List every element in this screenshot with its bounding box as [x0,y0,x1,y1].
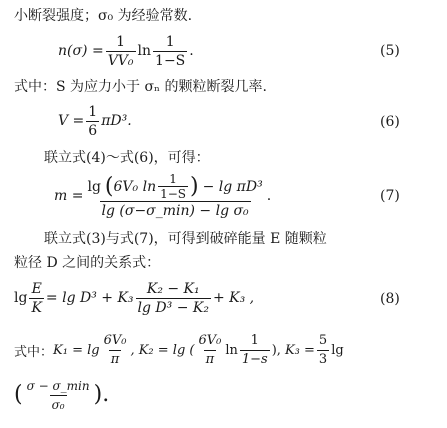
eq9-k3-frac-num: 5 [318,332,328,348]
equation-number-7: (7) [380,188,400,204]
eq8-frac1-num: E [31,280,42,297]
eq5-frac2-num: 1 [165,33,175,50]
eq8-lg: lg [14,290,28,306]
eq9-k2-frac [196,333,223,368]
eq9-k2-frac2-num: 1 [250,332,259,348]
eq9-k3-frac [317,333,329,368]
eq9-k1-frac [102,333,129,368]
text-line-relation: 粒径 D 之间的关系式： [14,255,161,271]
eq7-num-frac-den: 1−S [160,187,187,201]
eq9-k2-frac-num: 6V₀ [198,332,222,348]
eq7-denominator: lg (σ−σ_min) − lg σ₀ [101,203,249,219]
equation-8 [14,278,254,318]
eq10-frac-den: σ₀ [50,395,67,413]
eq9-k3: K₃ = [284,342,315,358]
eq9-k1: K₁ = lg [53,342,100,358]
eq5-end: . [189,43,194,59]
eq5-ln: ln [137,43,152,59]
eq9-k2-frac-den: π [205,351,215,367]
eq9-k2-frac2-den: 1−s [241,351,268,367]
eq7-num-tail: − lg πD³ [202,178,263,195]
eq10-open: ( [14,382,23,407]
eq7-main-frac [85,173,264,219]
equation-6 [58,104,132,138]
text-line-sigma0: 小断裂强度；σ₀ 为经验常数. [14,8,193,24]
eq9-k2: , K₂ = lg ( [130,342,195,358]
eq6-frac-den: 6 [88,122,98,139]
eq8-tail: + K₃ , [212,290,255,306]
eq8-frac2 [136,281,211,316]
eq8-frac1 [29,281,43,316]
equation-number-8: (8) [380,291,400,307]
eq7-num-lg: lg [87,178,101,195]
equation-number-5: (5) [380,43,400,59]
text-line-combine-4-6: 联立式(4)～式(6)，可得： [44,150,210,166]
eq10-frac-num: σ − σ_min [26,378,90,393]
eq8-mid: = lg D³ + K₃ [45,290,134,306]
equation-k-definitions [14,332,344,368]
eq9-k2-end: ), [271,342,281,358]
eq5-frac2-den: 1−S [155,52,186,69]
eq9-prefix: 式中： [14,344,54,360]
eq9-k2-ln: ln [225,342,238,358]
eq9-k1-frac-num: 6V₀ [103,332,127,348]
eq7-num-paren-open: ( [104,173,114,199]
eq5-frac1-den: VV₀ [107,52,134,69]
text-line-combine-3-7: 联立式(3)与式(7)，可得到破碎能量 E 随颗粒 [44,231,327,247]
eq8-frac2-num: K₂ − K₁ [146,280,200,297]
eq7-num-frac [158,173,188,200]
eq5-frac2 [153,34,187,69]
eq7-lhs: m = [54,188,84,204]
eq7-numerator [85,173,264,201]
eq10-close: ). [93,382,110,407]
eq8-frac2-den: lg D³ − K₂ [137,299,209,316]
equation-k3-continued [14,376,109,414]
eq10-frac [25,378,92,413]
eq8-frac1-den: K [31,299,42,316]
eq6-frac-num: 1 [88,103,98,120]
eq6-rhs: πD³. [101,113,132,129]
eq6-frac [86,104,99,139]
equation-5 [58,34,194,68]
eq5-lhs: n(σ) = [58,43,104,59]
equation-7 [54,172,271,220]
eq9-tail-lg: lg [331,342,344,358]
eq7-num-frac-num: 1 [169,172,177,186]
eq9-k3-frac-den: 3 [318,351,328,367]
eq5-frac1-num: 1 [116,33,126,50]
eq9-k2-frac2 [240,333,270,368]
eq6-lhs: V = [58,113,85,129]
eq7-num-inner: 6V₀ ln [113,178,157,195]
eq7-end: . [266,188,272,204]
text-line-S-definition: 式中：S 为应力小于 σₙ 的颗粒断裂几率. [14,79,268,95]
eq7-num-paren-close: ) [190,173,199,199]
equation-number-6: (6) [380,114,400,130]
eq9-k1-frac-den: π [110,351,120,367]
eq5-frac1 [106,34,136,69]
